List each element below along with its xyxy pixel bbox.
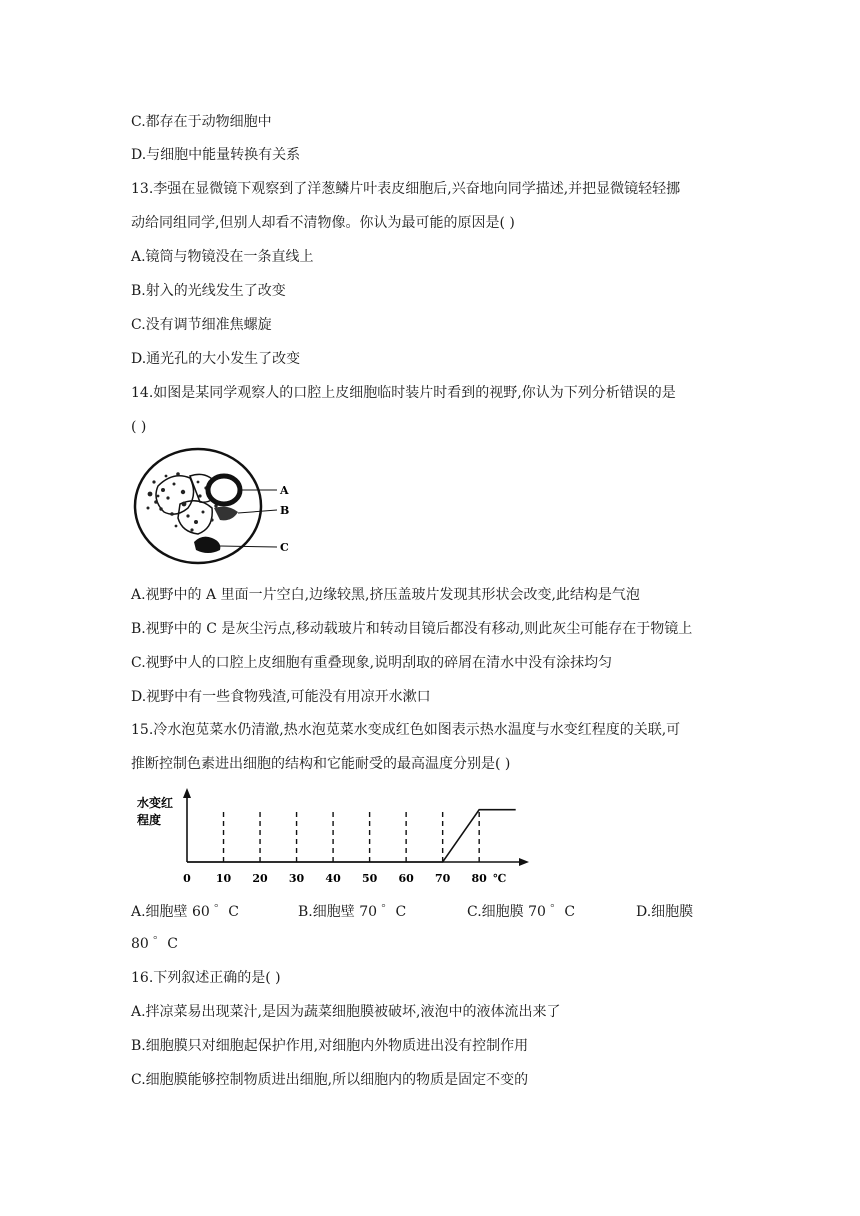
q13-option-b: B.射入的光线发生了改变	[131, 283, 286, 299]
q14-stem-line2: ( )	[131, 419, 147, 435]
q16-option-c: C.细胞膜能够控制物质进出细胞,所以细胞内的物质是固定不变的	[131, 1072, 529, 1088]
q14-option-c: C.视野中人的口腔上皮细胞有重叠现象,说明刮取的碎屑在清水中没有涂抹均匀	[131, 655, 613, 671]
x-tick-label-80: 80	[471, 872, 487, 885]
microscope-field-figure	[128, 446, 303, 571]
x-axis-arrow	[519, 858, 529, 866]
q16-stem: 16.下列叙述正确的是( )	[131, 970, 281, 986]
q13-stem-line1: 13.李强在显微镜下观察到了洋葱鳞片叶表皮细胞后,兴奋地向同学描述,并把显微镜轻轻挪	[131, 181, 681, 197]
x-tick-label-10: 10	[215, 872, 232, 885]
y-axis-arrow	[183, 788, 191, 798]
label-B: B	[280, 504, 290, 517]
q13-option-a: A.镜筒与物镜没在一条直线上	[131, 249, 314, 265]
label-C: C	[280, 541, 289, 554]
temperature-redness-chart	[135, 786, 535, 890]
label-A: A	[280, 484, 289, 497]
x-tick-label-20: 20	[252, 872, 268, 885]
q14-option-b: B.视野中的 C 是灰尘污点,移动载玻片和转动目镜后都没有移动,则此灰尘可能存在于物镜上	[131, 621, 693, 637]
x-tick-label-30: 30	[288, 872, 305, 885]
q16-option-b: B.细胞膜只对细胞起保护作用,对细胞内外物质进出没有控制作用	[131, 1038, 529, 1054]
x-tick-label-60: 60	[398, 872, 414, 885]
x-axis-unit: ℃	[493, 872, 507, 885]
x-tick-label-70: 70	[434, 872, 451, 885]
q12-option-c: C.都存在于动物细胞中	[131, 114, 272, 130]
q12-option-d: D.与细胞中能量转换有关系	[131, 147, 301, 163]
q15-option-b: B.细胞壁 70 ゜C	[298, 904, 407, 920]
q15-option-d: D.细胞膜	[636, 904, 694, 920]
q14-stem-line1: 14.如图是某同学观察人的口腔上皮细胞临时装片时看到的视野,你认为下列分析错误的是	[131, 385, 676, 401]
q13-option-d: D.通光孔的大小发生了改变	[131, 351, 301, 367]
cell-B	[214, 507, 238, 521]
q14-option-a: A.视野中的 A 里面一片空白,边缘较黑,挤压盖玻片发现其形状会改变,此结构是气泡	[131, 587, 640, 603]
x-tick-label-40: 40	[325, 872, 341, 885]
q15-option-c: C.细胞膜 70 ゜C	[467, 904, 576, 920]
y-axis-label-line2: 程度	[137, 813, 162, 827]
q14-option-d: D.视野中有一些食物残渣,可能没有用凉开水漱口	[131, 689, 431, 705]
q15-stem-line1: 15.冷水泡苋菜水仍清澈,热水泡苋菜水变成红色如图表示热水温度与水变红程度的关联,可	[131, 722, 681, 738]
x-tick-label-50: 50	[361, 872, 378, 885]
q16-option-a: A.拌凉菜易出现菜汁,是因为蔬菜细胞膜被破坏,液泡中的液体流出来了	[131, 1004, 561, 1020]
q13-option-c: C.没有调节细准焦螺旋	[131, 317, 272, 333]
y-axis-label-line1: 水变红	[137, 796, 174, 810]
series-line-0	[187, 810, 516, 862]
dust-spot-C	[194, 537, 220, 553]
q15-option-a: A.细胞壁 60 ゜C	[131, 904, 239, 920]
air-bubble-A	[208, 476, 240, 504]
q15-stem-line2: 推断控制色素进出细胞的结构和它能耐受的最高温度分别是( )	[131, 756, 511, 772]
x-tick-label-0: 0	[183, 872, 191, 885]
cell-cluster	[147, 472, 219, 534]
q15-option-d-continued: 80 ゜C	[131, 936, 178, 952]
q13-stem-line2: 动给同组同学,但别人却看不清物像。你认为最可能的原因是( )	[131, 215, 515, 231]
